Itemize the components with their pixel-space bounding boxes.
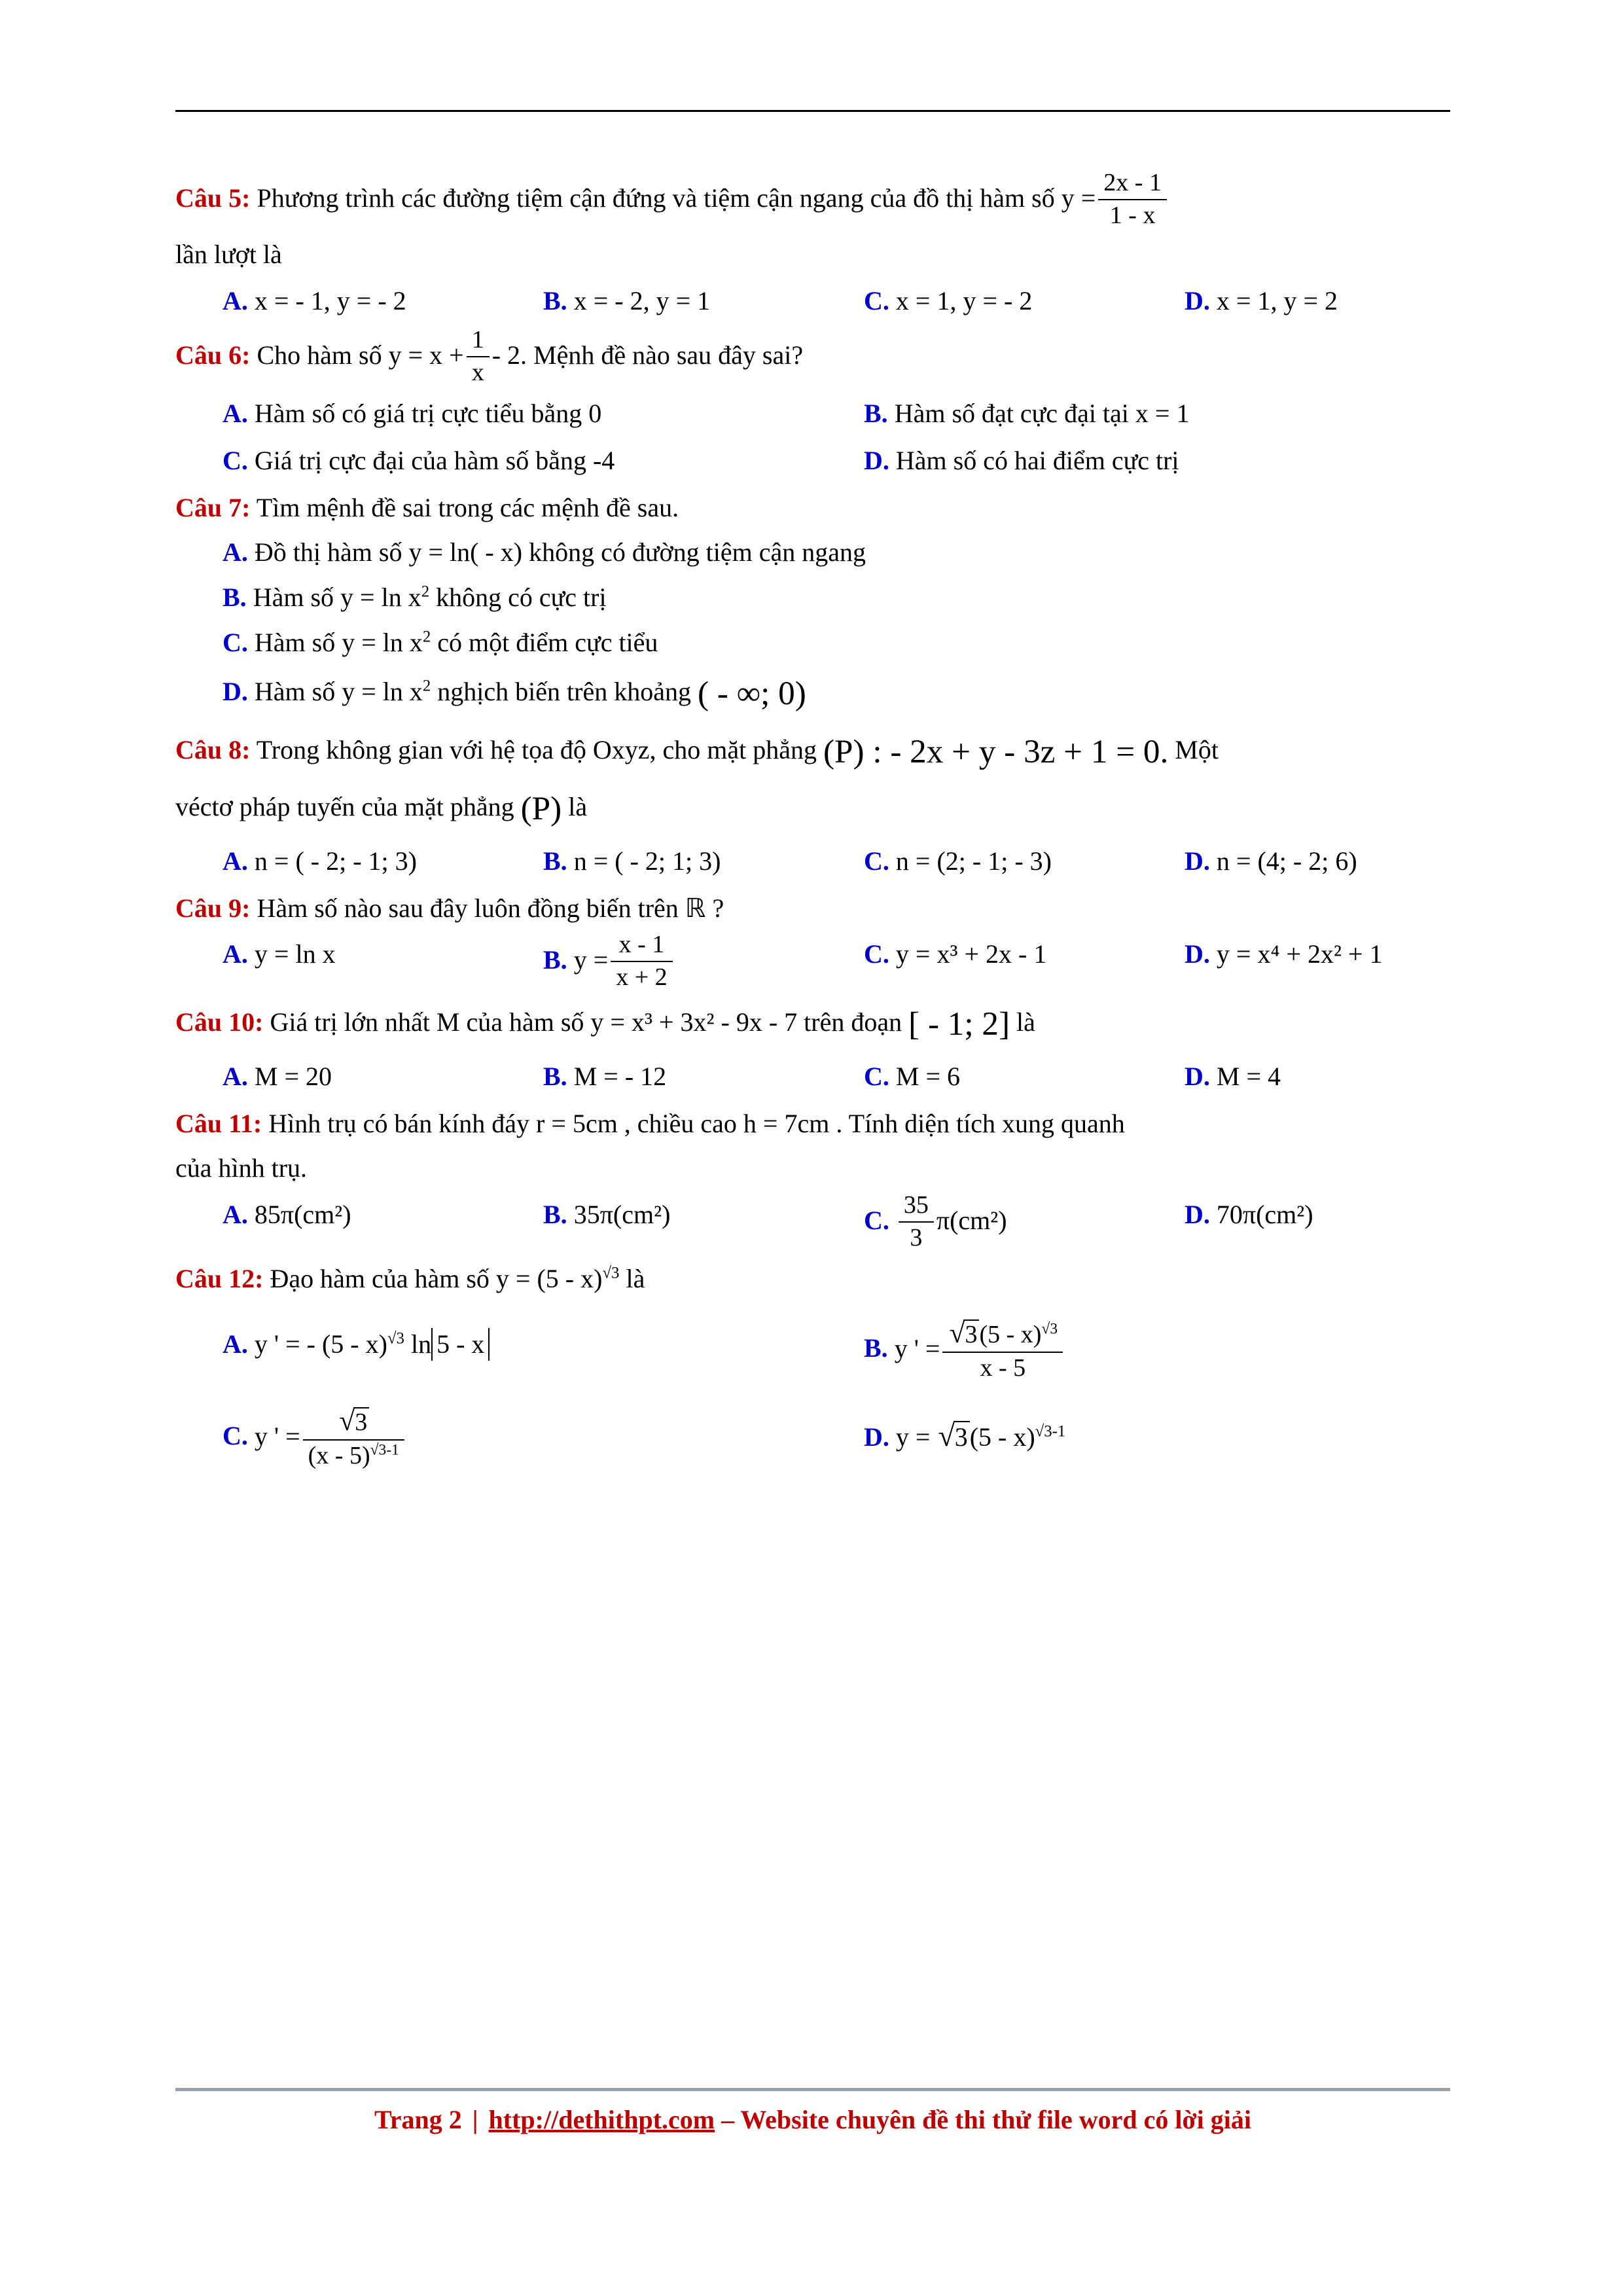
plane-equation: (P) : - 2x + y - 3z + 1 = 0. (823, 732, 1169, 770)
option-text-pre: Hàm số (254, 676, 336, 706)
question-text-after: là (1016, 1007, 1035, 1037)
fraction-denominator: 1 - x (1109, 201, 1156, 229)
option-text: n = ( - 2; - 1; 3) (254, 846, 417, 876)
option-formula: y ' = $\frac{√3(5 - x)^{√3}}{x - 5}$ (895, 1334, 1065, 1363)
page-number: 2 (448, 2105, 462, 2134)
option-text: Hàm số có giá trị cực tiểu bằng 0 (254, 398, 602, 428)
option-d[interactable] (1185, 1054, 1505, 1099)
option-text-pre: Hàm số (254, 627, 336, 657)
question-stem (175, 1258, 1458, 1300)
option-text: y = x⁴ + 2x² + 1 (1216, 939, 1383, 969)
option-d[interactable] (1185, 1193, 1505, 1253)
fraction-denominator: x (471, 358, 484, 386)
option-label: C. (223, 1421, 248, 1451)
option-label: D. (1185, 1200, 1210, 1230)
options-row (175, 1193, 1505, 1253)
question-cau5 (175, 170, 1458, 323)
option-label: D. (864, 445, 889, 475)
option-label: A. (223, 1329, 248, 1359)
function-formula: y = (5 - x) (495, 1263, 603, 1293)
question-label: Câu 10: (175, 1007, 264, 1037)
footer-site-link[interactable]: http://dethithpt.com (488, 2105, 715, 2134)
option-text: x = 1, y = - 2 (895, 286, 1033, 316)
option-label: A. (223, 1061, 248, 1091)
question-text: Trong không gian với hệ tọa độ Oxyz, cho mặt phẳng (256, 734, 817, 764)
option-c[interactable] (864, 839, 1185, 884)
question-text-after: là (626, 1263, 645, 1293)
question-text: Phương trình các đường tiệm cận đứng và tiệm cận ngang của đồ thị hàm số (257, 183, 1055, 213)
option-c[interactable] (223, 622, 1458, 664)
option-label: B. (864, 1333, 888, 1363)
question-label: Câu 6: (175, 340, 251, 370)
option-a[interactable] (223, 279, 543, 323)
option-d[interactable] (1185, 839, 1505, 884)
fraction-numerator: 2x - 1 (1098, 169, 1167, 200)
option-a[interactable] (223, 1318, 864, 1384)
footer-separator: | (472, 2105, 478, 2134)
question-stem (175, 725, 1458, 780)
exponent: √3 (602, 1264, 620, 1282)
fraction (467, 326, 490, 387)
formula-tail: - 2. (491, 340, 527, 370)
option-text: M = - 12 (573, 1061, 667, 1091)
question-cau9 (175, 888, 1458, 994)
page-label: Trang (374, 2105, 442, 2134)
question-text-after: Mệnh đề nào sau đây sai? (533, 340, 804, 370)
function-formula: y = x³ + 3x² - 9x - 7 (590, 1007, 798, 1037)
option-text-post: không có đường tiệm cận ngang (529, 537, 866, 567)
question-text-post: là (568, 791, 588, 821)
option-text-post: nghịch biến trên khoảng (437, 676, 691, 706)
option-interval: ( - ∞; 0) (697, 674, 806, 712)
question-text-mid: trên đoạn (804, 1007, 902, 1037)
option-b[interactable] (223, 577, 1458, 619)
option-b[interactable] (543, 932, 864, 993)
option-c[interactable] (864, 279, 1185, 323)
option-text: y = (573, 945, 609, 975)
question-text-continued: lần lượt là (175, 240, 282, 270)
formula-y-equals: y = (1061, 183, 1096, 213)
fraction-numerator: 1 (467, 326, 490, 357)
option-label: B. (543, 945, 567, 975)
fraction-denominator: (x - 5)$^{√3-1}$ (308, 1441, 399, 1469)
option-formula: y = ln( - x) (408, 537, 523, 567)
option-c[interactable] (864, 1054, 1185, 1099)
option-label: C. (864, 1206, 889, 1236)
question-stem (175, 1103, 1458, 1145)
option-label: C. (864, 939, 889, 969)
option-text: y = ln x (254, 939, 336, 969)
option-label: B. (223, 583, 247, 613)
fraction (942, 1317, 1063, 1382)
question-text: Giá trị lớn nhất M của hàm số (270, 1007, 584, 1037)
fraction-numerator: x - 1 (611, 931, 672, 962)
option-label: D. (864, 1422, 889, 1452)
question-stem (175, 327, 1458, 388)
option-text: M = 4 (1216, 1061, 1281, 1091)
question-stem-line2: của hình trụ. (175, 1153, 308, 1183)
option-d[interactable] (864, 1406, 1505, 1471)
option-label: A. (223, 846, 248, 876)
option-b[interactable] (543, 279, 864, 323)
option-label: C. (864, 286, 889, 316)
option-label: C. (223, 445, 248, 475)
footer-divider (175, 2088, 1450, 2091)
options-row (175, 932, 1505, 993)
options-row (175, 391, 1505, 436)
options-row (175, 439, 1505, 483)
option-label: A. (223, 1200, 248, 1230)
option-d[interactable] (864, 439, 1505, 483)
option-label: A. (223, 286, 248, 316)
option-text-post: có một điểm cực tiểu (437, 627, 658, 657)
options-row (175, 1406, 1505, 1471)
question-stem (175, 997, 1458, 1052)
option-d[interactable] (223, 667, 1458, 721)
options-list (175, 531, 1458, 721)
option-c[interactable] (223, 439, 864, 483)
question-cau7 (175, 487, 1458, 721)
option-b[interactable] (543, 839, 864, 884)
option-text: y = x³ + 2x - 1 (895, 939, 1047, 969)
option-label: A. (223, 537, 248, 567)
option-b[interactable] (543, 1054, 864, 1099)
question-cau10 (175, 997, 1458, 1099)
question-text: Hàm số nào sau đây luôn đồng biến trên ℝ ? (257, 893, 724, 923)
option-label: D. (1185, 286, 1210, 316)
question-text: Cho hàm số (257, 340, 382, 370)
option-label: B. (543, 846, 567, 876)
option-text: M = 20 (254, 1061, 332, 1091)
options-row (175, 279, 1505, 323)
option-text: 70π(cm²) (1216, 1200, 1313, 1230)
option-label: C. (864, 846, 889, 876)
option-formula: y = ln x (342, 627, 423, 657)
option-d[interactable] (1185, 932, 1505, 993)
question-stem (175, 487, 1458, 529)
options-row (175, 1054, 1505, 1099)
option-text-pre: Đồ thị hàm số (254, 537, 402, 567)
option-label: C. (864, 1061, 889, 1091)
option-label: A. (223, 939, 248, 969)
question-cau6 (175, 327, 1458, 482)
fraction-numerator: √3 (303, 1405, 404, 1440)
option-a[interactable] (223, 391, 864, 436)
option-formula: y ' = $\frac{√3}{(x - 5)^{√3-1}}$ (255, 1422, 407, 1451)
option-text: 85π(cm²) (254, 1200, 351, 1230)
options-row (175, 839, 1505, 884)
exponent: 2 (422, 628, 431, 646)
option-formula: y = √3(5 - x)$^{√3-1}$ (895, 1419, 1066, 1453)
exponent: 2 (422, 677, 431, 695)
option-text: Hàm số đạt cực đại tại x = 1 (894, 398, 1190, 428)
interval: [ - 1; 2] (908, 1005, 1010, 1043)
option-text-pre: Hàm số (253, 583, 334, 613)
plane-symbol: (P) (520, 789, 562, 827)
question-text: Tìm mệnh đề sai trong các mệnh đề sau. (256, 492, 679, 522)
question-label: Câu 8: (175, 734, 251, 764)
exponent: 2 (421, 583, 430, 601)
option-label: B. (864, 398, 888, 428)
fraction-denominator: x + 2 (616, 963, 668, 992)
document-content (175, 170, 1458, 1475)
fraction-numerator: √3(5 - x)$^{√3}$ (942, 1317, 1063, 1352)
option-label: B. (543, 286, 567, 316)
question-label: Câu 9: (175, 893, 251, 923)
fraction-denominator: 3 (910, 1223, 923, 1251)
option-c[interactable] (864, 1193, 1185, 1253)
option-formula: y = ln x (340, 583, 421, 613)
option-b[interactable] (864, 391, 1505, 436)
question-stem-line2 (175, 782, 1458, 836)
option-text: Giá trị cực đại của hàm số bằng -4 (254, 445, 615, 475)
option-formula: y = ln x (342, 676, 423, 706)
option-text: n = (4; - 2; 6) (1216, 846, 1357, 876)
question-text: Hình trụ có bán kính đáy r = 5cm , chiều cao h = 7cm . Tính diện tích xung quanh (268, 1108, 1125, 1138)
fraction (611, 931, 672, 992)
fraction-denominator: x - 5 (980, 1354, 1026, 1382)
question-label: Câu 11: (175, 1108, 262, 1138)
page-footer (175, 2104, 1450, 2135)
question-label: Câu 12: (175, 1263, 264, 1293)
header-divider (175, 110, 1450, 112)
question-cau11 (175, 1103, 1458, 1254)
question-stem (175, 170, 1458, 231)
question-text-pre: véctơ pháp tuyến của mặt phẳng (175, 791, 514, 821)
question-text-mid: Một (1175, 734, 1219, 764)
fraction (303, 1405, 404, 1470)
question-stem (175, 888, 1458, 930)
option-label: B. (543, 1200, 567, 1230)
option-text: x = - 1, y = - 2 (254, 286, 406, 316)
option-b[interactable] (864, 1318, 1505, 1384)
option-a[interactable] (223, 1054, 543, 1099)
option-text: Hàm số có hai điểm cực trị (895, 445, 1179, 475)
option-label: B. (543, 1061, 567, 1091)
option-label: D. (1185, 1061, 1210, 1091)
question-cau12 (175, 1258, 1458, 1472)
question-label: Câu 7: (175, 492, 251, 522)
option-text: x = - 2, y = 1 (573, 286, 711, 316)
option-text: π(cm²) (936, 1206, 1007, 1236)
option-text: x = 1, y = 2 (1216, 286, 1338, 316)
question-text: Đạo hàm của hàm số (270, 1263, 490, 1293)
fraction (899, 1191, 934, 1252)
option-a[interactable] (223, 531, 1458, 574)
question-label: Câu 5: (175, 183, 251, 213)
question-cau8 (175, 725, 1458, 884)
option-a[interactable] (223, 1193, 543, 1253)
option-d[interactable] (1185, 279, 1505, 323)
option-text: 35π(cm²) (573, 1200, 671, 1230)
option-text: M = 6 (895, 1061, 961, 1091)
formula-lead: y = x + (388, 340, 464, 370)
option-label: D. (1185, 939, 1210, 969)
option-text: n = (2; - 1; - 3) (895, 846, 1052, 876)
option-a[interactable] (223, 839, 543, 884)
option-label: D. (1185, 846, 1210, 876)
option-c[interactable] (223, 1406, 864, 1471)
option-label: A. (223, 398, 248, 428)
options-row (175, 1318, 1505, 1384)
option-c[interactable] (864, 932, 1185, 993)
option-text: n = ( - 2; 1; 3) (573, 846, 721, 876)
option-b[interactable] (543, 1193, 864, 1253)
option-label: C. (223, 627, 248, 657)
option-text-post: không có cực trị (436, 583, 607, 613)
option-a[interactable] (223, 932, 543, 993)
option-label: D. (223, 676, 248, 706)
fraction-numerator: 35 (899, 1191, 934, 1223)
fraction (1098, 169, 1167, 230)
footer-tagline: – Website chuyên đề thi thử file word có lời giải (721, 2105, 1251, 2134)
option-formula: y ' = - (5 - x)$^{√3}$ ln 5 - x (255, 1329, 490, 1359)
